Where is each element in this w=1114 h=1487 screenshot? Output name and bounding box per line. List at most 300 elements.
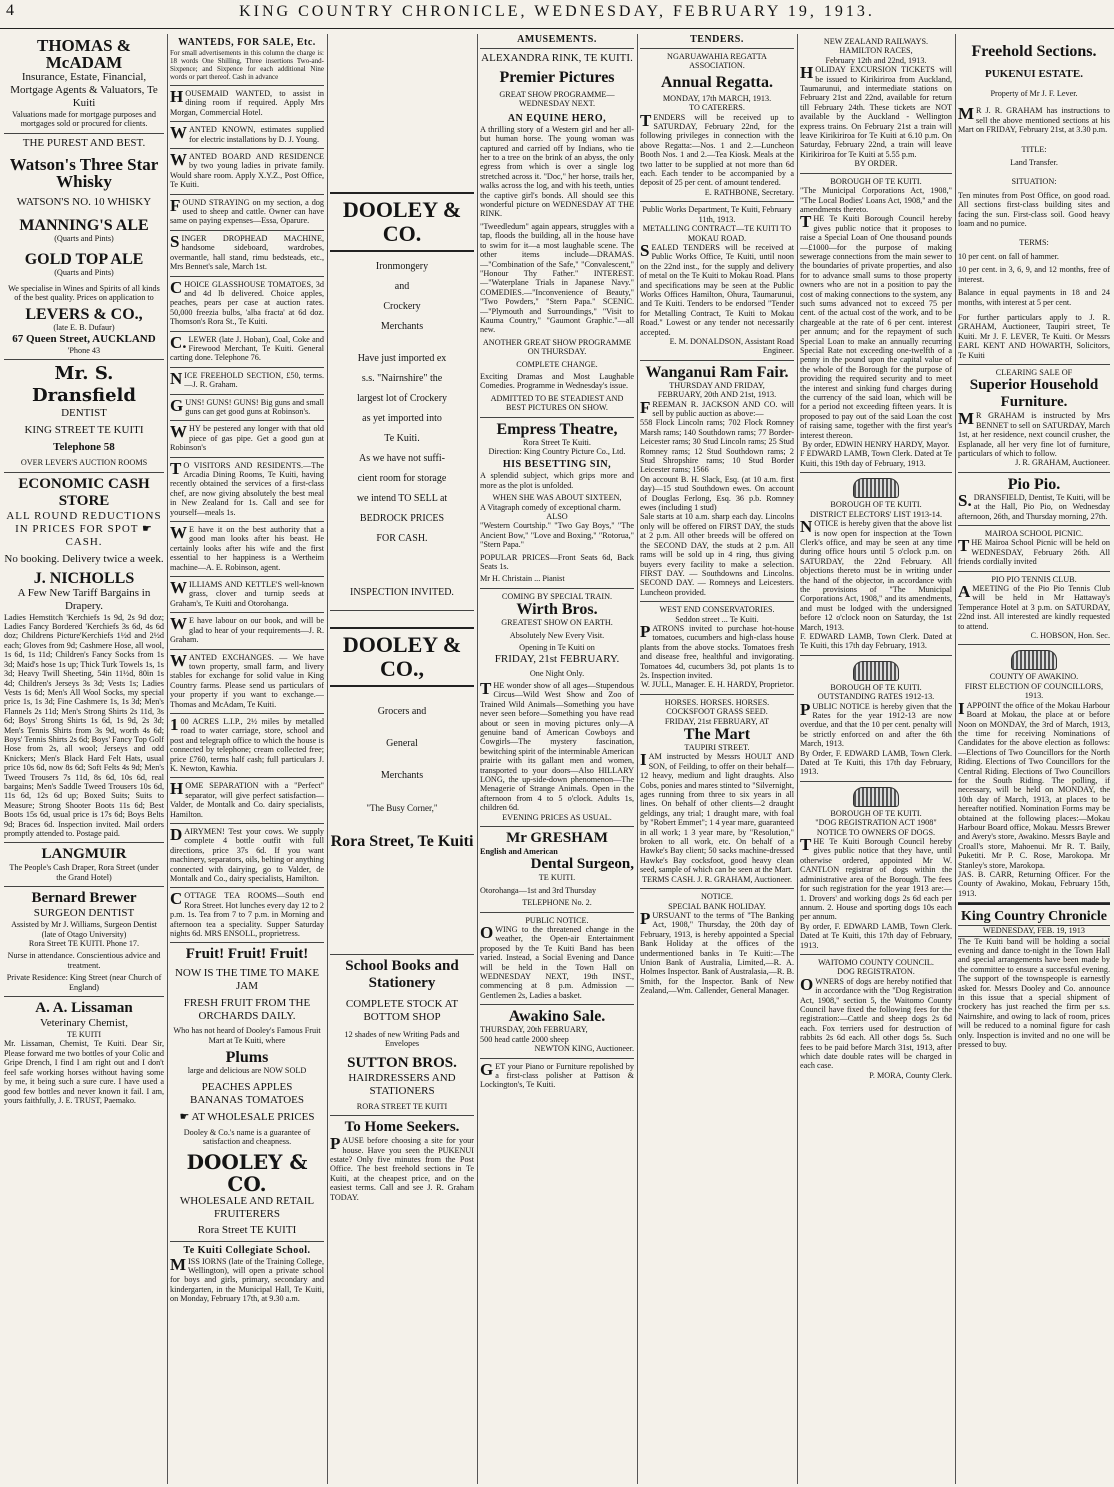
ad-text: Ten minutes from Post Office, on good road. All sections first-class building sites and facing the sun. First-class soil. Good heavy loam and no pumice. <box>958 190 1110 229</box>
ad-text: A Vitagraph comedy of exceptional charm. <box>480 502 621 512</box>
ad-title: DOOLEY & CO. <box>186 1149 308 1196</box>
ad-text: HOUSEMAID WANTED, to assist in dining room if required. Apply Mrs Morgan, Commercial Hotel. <box>170 87 324 117</box>
ad-title: School Books and Stationery <box>345 958 459 991</box>
ad-text: FEBRUARY, 20th AND 21st, 1913. <box>657 390 777 400</box>
ad-text: Assisted by Mr J. Williams, Surgeon Dentist (late of Otago University) <box>11 920 157 939</box>
lissaman-ad <box>4 997 164 1109</box>
classified-ad <box>170 86 324 122</box>
ad-text: OUTSTANDING RATES 1912-13. <box>817 692 935 702</box>
classified-ad <box>170 122 324 149</box>
ad-text: OWING to the threatened change in the weather, the Open-air Entertainment proposed by the Te Kuiti Band has been varied. Instead, a Social Evening and Dance will be held in the Town Hall on WEDNESDAY NEXT, 19th INST., commencing at 8 p.m. Admission — Gentlemen 2s, Ladies a basket. <box>480 923 634 1000</box>
dooley-ironmongery-ad <box>330 34 474 611</box>
ad-text: EVENING PRICES AS USUAL. <box>502 812 612 822</box>
ad-text: WE have labour on our book, and will be glad to hear of your requirements—J. R. Graham. <box>170 614 324 645</box>
ad-text: 100 ACRES L.I.P., 2½ miles by metalled road to water carriage, store, school and post and telegraph office to which the house is connected by telephone; cream collected free; price £760, terms half cash; full particulars J. K. Newton, Kawhia. <box>170 714 324 773</box>
ad-text: and <box>394 281 410 292</box>
masthead-rule <box>0 28 1114 29</box>
ad-title: MANNING'S ALE <box>19 216 149 234</box>
piopio-ad <box>958 473 1110 526</box>
ad-text: CHOICE GLASSHOUSE TOMATOES, 3d and 4d lb delivered. Choice apples, peaches, pears per case at auction rates. 50,000 freezia bulbs, 'alba fracta' at 6d doz. Thomson's Rora St., Te Kuiti. <box>170 277 324 327</box>
wanteds-header <box>170 34 324 86</box>
ad-text: SITUATION: <box>1011 177 1057 187</box>
editorial-section <box>958 903 1110 1049</box>
borough-crest-icon <box>853 787 899 807</box>
column-4 <box>480 34 634 1484</box>
ad-text: Opening in Te Kuiti on <box>519 643 595 653</box>
ad-title: Rora Street, Te Kuiti <box>330 833 474 850</box>
ad-title: A. A. Lissaman <box>35 1000 133 1017</box>
rates-text: For small advertisements in this column the charge is: 18 words One Shilling, Three insertions Two-and-Sixpence; and Sixpence for each additional Nine words or part thereof. Cash in advance <box>170 49 324 81</box>
column-divider <box>637 34 638 1484</box>
ad-text: ALEXANDRA RINK, TE KUITI. <box>481 52 633 64</box>
furniture-sale-ad <box>958 365 1110 473</box>
ad-text: ANOTHER GREAT SHOW PROGRAMME ON THURSDAY. <box>482 337 632 357</box>
ad-text: "Western Courtship." "Two Gay Boys," "The Ancient Bow," "Love and Boxing," "Rotorua," "Stern Papa." <box>480 521 634 550</box>
ad-text: C. HOBSON, Hon. Sec. <box>1030 631 1110 641</box>
ad-text: W. JULL, Manager. E. H. HARDY, Proprietor. <box>640 680 794 690</box>
masthead <box>0 0 1114 32</box>
ad-text: "The Municipal Corporations Act, 1908," "The Local Bodies' Loans Act, 1908," and the amendments thereto. <box>800 186 952 214</box>
loan-notice <box>800 174 952 474</box>
ad-text: By order, EDWIN HENRY HARDY, Mayor. <box>802 440 950 450</box>
ad-text: F. EDWARD LAMB, Town Clerk. Dated at Te Kuiti, this 17th day February, 1913. <box>800 631 952 651</box>
tennis-ad <box>958 572 1110 646</box>
ad-title: Bernard Brewer <box>31 890 137 907</box>
ad-title: Wanganui Ram Fair. <box>645 363 789 381</box>
ad-text: Mr H. Christain ... Pianist <box>480 574 565 584</box>
classified-ad <box>170 613 324 649</box>
ad-text: DAIRYMEN! Test your cows. We supply complete 4 bottle outfit with full directions, price 37s 6d. If you want machinery, separators, oils, belting or anything connected with dairying, go to Valder, de Montalk and Co., dairy specialists, Hamilton. <box>170 825 324 884</box>
ad-text: PUKENUI ESTATE. <box>984 68 1083 80</box>
ad-text: cient room for storage <box>357 473 447 484</box>
ad-text: "The Busy Corner," <box>366 803 438 813</box>
ad-text: MISS IORNS (late of the Training College, Wellington), will open a private school for boys and girls, primary, secondary and kindergarten, in the Municipal Hall, Te Kuiti, on Monday, February 17th, at 9.30 a.m. <box>170 1254 324 1304</box>
ad-text: we intend TO SELL at <box>356 493 448 504</box>
ad-subtitle: AN EQUINE HERO, <box>507 112 607 124</box>
ad-text: MR GRAHAM is instructed by Mrs BENNET to sell on SATURDAY, March 1st, at her residence, next council crusher, the Esplanade, all her very fine lot of furniture, particulars of which to follow. <box>958 409 1110 458</box>
section-heading: AMUSEMENTS. <box>480 34 634 49</box>
horses-ad <box>640 695 794 889</box>
classified-ad <box>170 368 324 395</box>
classified-ad <box>170 522 324 577</box>
ad-text: FIRST ELECTION OF COUNCILLORS, 1913. <box>964 681 1104 701</box>
ad-text: CLEARING SALE OF <box>995 367 1073 377</box>
ad-text: J. R. GRAHAM, Auctioneer. <box>1015 458 1110 468</box>
ad-title: Pio Pio. <box>1007 475 1061 493</box>
ad-text: TE KUITI. <box>538 873 576 883</box>
ad-text: No booking. Delivery twice a week. <box>4 552 164 565</box>
ad-text: FRIDAY, 21st FEBRUARY. <box>494 652 620 665</box>
ad-text: JAS. B. CARR, Returning Officer. For the County of Awakino, Mokau, February 15th, 1913. <box>958 870 1110 898</box>
ad-title: Te Kuiti Collegiate School. <box>183 1244 311 1256</box>
ad-text: For further particulars apply to J. R. GRAHAM, Auctioneer, Taupiri street, Te Kuiti. Mr J. F. LEVER, Te Kuiti. Or Messrs EARL KENT AND HOWARTH, Solicitors, Te Kuiti <box>958 312 1110 360</box>
ad-text: 67 Queen Street, AUCKLAND <box>12 332 156 345</box>
ad-text: P. MORA, County Clerk. <box>869 1070 952 1080</box>
ad-title: Superior Household Furniture. <box>969 377 1099 411</box>
ad-title: Watson's Three Star Whisky <box>9 154 159 191</box>
borough-crest-icon <box>853 478 899 498</box>
ad-text: Direction: King Country Picture Co., Ltd. <box>488 447 626 456</box>
editorial-date: WEDNESDAY, FEB. 19, 1913 <box>958 925 1110 936</box>
ad-text: GET your Piano or Furniture repolished by a first-class polisher at Pattison & Lockington's, Te Kuiti. <box>480 1059 634 1090</box>
ad-text: HAMILTON RACES, <box>839 46 913 56</box>
ad-text: Veterinary Chemist, <box>40 1017 128 1030</box>
langmuir-ad <box>4 843 164 887</box>
empress-theatre-ad <box>480 418 634 589</box>
ad-text: WHEN SHE WAS ABOUT SIXTEEN, <box>492 493 622 503</box>
ad-text: GREATEST SHOW ON EARTH. <box>501 618 613 628</box>
ad-text: Land Transfer. <box>1010 158 1058 168</box>
ad-text: DENTIST <box>61 407 107 420</box>
ad-text: A thrilling story of a Western girl and her all-but human horse. The young woman was captured and carried off by Indians, who tie her to a tree on the brink of an abyss, the only egress from which is over a single log stretched across it. "Doc," her horse, trails her, walks across the log, and with his teeth, unties the captive girl's bonds. All should see this wonderful picture on WEDNESDAY AT THE RINK. <box>480 124 634 219</box>
ad-text: A Few New Tariff Bargains in Drapery. <box>17 586 151 612</box>
column-3 <box>330 34 474 1484</box>
ad-text: One Night Only. <box>529 668 585 678</box>
freehold-ad <box>958 34 1110 365</box>
ad-text: The People's Cash Draper, Rora Street (under the Grand Hotel) <box>9 863 159 882</box>
ad-title: MAIROA SCHOOL PICNIC. <box>984 529 1084 538</box>
ad-title: SUTTON BROS. <box>347 1054 457 1071</box>
ad-text: Merchants <box>380 770 424 781</box>
ad-text: POPULAR PRICES—Front Seats 6d, Back Seats 1s. <box>480 552 634 572</box>
ad-text: COMING BY SPECIAL TRAIN. <box>501 591 613 601</box>
ad-title: THOMAS & McADAM <box>37 36 131 72</box>
ad-text: THE wonder show of all ages—Stupendous Circus—Wild West Show and Zoo of Trained Wild Animals—Something you have never seen before—Something you have read about or seen in moving pictures only—A genuine band of American Cowboys and Cowgirls—The mystery fascination, bewitching spirit of the interminable American prairie with its gallant men and women, transported to your doors—Also HILLARY LONG, the up-side-down phenomenon—The Menagerie of Strange Animals. Open in the afternoon from 4 to 5 o'clock. Adults 1s, children 6d. <box>480 678 634 813</box>
ad-text: 'Phone 43 <box>67 345 101 355</box>
ad-title: WEST END CONSERVATORIES. <box>659 605 775 615</box>
ad-title: BOROUGH OF TE KUITI. <box>830 500 922 510</box>
ad-text: S.DRANSFIELD, Dentist, Te Kuiti, will be at the Hall, Pio Pio, on Wednesday afternoon, 26th, and Thursday morning, 27th. <box>958 490 1110 521</box>
ad-text: METALLING CONTRACT—TE KUITI TO MOKAU ROAD. <box>642 224 792 243</box>
ad-text: PATRONS invited to purchase hot-house tomatoes, cucumbers and high-class house plants from the above stocks. Tomatoes fresh and disease free, healthful and invigorating. Tomatoes 4d, cucumbers 3d, pot plants 1s to 2s. Inspection invited. <box>640 621 794 680</box>
ad-text: Who has not heard of Dooley's Famous Fruit Mart at Te Kuiti, where <box>173 1026 321 1045</box>
waitomo-notice <box>800 955 952 1084</box>
ad-text: NOTICE is hereby given that the above list is now open for inspection at the Town Clerk's office, and may be seen at any time during office hours until 5 o'clock p.m. on SATURDAY, the 22nd February. All objections thereto must be in writing under the hand of the objector, in accordance with the provisions of "The Municipal Corporations Act, 1908," and its amendments, and must be lodged with the undersigned before 12 o'clock noon on Saturday, the 1st March, 1913. <box>800 517 952 632</box>
ad-title: ECONOMIC CASH STORE <box>18 475 150 509</box>
ad-text: Absolutely New Every Visit. <box>509 630 605 640</box>
ad-title: LEVERS & CO., <box>25 306 143 324</box>
ad-title: J. NICHOLLS <box>33 569 135 587</box>
ad-text: HAIRDRESSERS AND STATIONERS <box>348 1071 456 1097</box>
ad-text: (Quarts and Pints) <box>54 233 114 243</box>
ad-title: LANGMUIR <box>41 846 127 863</box>
dog-notice <box>800 782 952 955</box>
ad-text: HORSES. HORSES. HORSES. <box>664 697 770 707</box>
ad-text: THE Te Kuiti Borough Council hereby gives public notice that it proposes to raise a Special Loan of One thousand pounds—£1000—for the purpose of making sewerage connections from the main sewer to the boundaries of private properties, and also for to advance small sums to those property owners who are not in a position to pay the cost of making connections to the system, any such sums advanced not to exceed 75 per cent. of the actual cost of the work, and to be chargeable at the rate of 6 per cent. interest per annum; and for the repayment of such Special Loan to make an annually recurring Special Rate not exceeding one-twelfth of a penny in the pound upon the capital value of the whole of the Borough for the purpose of providing the required security and to meet the interest and sinking fund charges during the currency of the said loan, which will be for a period not exceeding fifteen years. It is proposed to pay out of the said Loan the cost of raising same, together with the first year's interest thereon. <box>800 212 952 440</box>
piano-ad <box>480 1059 634 1094</box>
ad-text: TERMS: <box>1019 238 1049 248</box>
brewer-ad <box>4 887 164 997</box>
ad-text: PEACHES APPLES <box>201 1080 293 1093</box>
ram-fair-ad <box>640 361 794 602</box>
ad-text: THE Mairoa School Picnic will be held on WEDNESDAY, February 26th. All friends cordially invited <box>958 536 1110 567</box>
ad-text: IAM instructed by Messrs HOULT AND SON, of Feilding, to offer on their behalf—12 heavy, medium and light draughts. Also Cobs, ponies and mares stinted to "Silvernight, ages running from three to six years in all lines. On behalf of other clients—2 draught geldings, any trial; 1 draught mare, with foal by "Robert Emmet"; 1 4 year mare, guaranteed in all work; 1 3 year mare, by "Resolution," broken to all work, etc. On behalf of a Hawke's Bay client; 50 sacks machine-dressed Hawke's Bay cocksfoot, good heavy clean seed, sample of which can be seen at the Mart. <box>640 750 794 875</box>
ad-text: Merchants <box>380 321 424 332</box>
classified-ad <box>170 458 324 522</box>
liquor-ad <box>4 134 164 360</box>
ad-text: E. RATHBONE, Secretary. <box>704 187 794 197</box>
ad-text: E. M. DONALDSON, Assistant Road Engineer. <box>669 336 794 356</box>
ad-text: We specialise in Wines and Spirits of all kinds of the best quality. Prices on application to <box>8 283 160 303</box>
ad-text: 558 Flock Lincoln rams; 702 Flock Romney Marsh rams; 140 Southdown rams; 77 Border-Leicester rams; 30 Stud Lincoln rams; 25 Stud Romney rams; 12 Stud Southdown rams; 2 Stud Shropshire rams; 10 Stud Border Leicester rams; 1566 <box>640 418 794 475</box>
ad-text: DOG REGISTRATON. <box>837 967 915 977</box>
ad-text: TENDERS will be received up to SATURDAY, February 22nd, for the following privileges in connection with the above Regatta:—Nos. 1 and 2.—Luncheon Booth Nos. 1 and 2.—Tea Kiosk. Meals at the two latter to be supplied at not more than 6d each. Each tender to be accompanied by a deposit of 25 per cent. of amount tendered. <box>640 110 794 188</box>
ad-text: Property of Mr J. F. Lever. <box>990 89 1078 98</box>
ad-text: WILLIAMS AND KETTLE'S well-known grass, clover and turnip seeds at Graham's, Te Kuiti and Otorohanga. <box>170 578 324 608</box>
ad-text: THE Te Kuiti Borough Council hereby gives public notice that they have, until otherwise ordered, appointed Mr W. CANTLON registrar of dogs within the administrative area of the Borough. The fees for such registration for the year 1913 are:—1. Drovers' and working dogs 2s 6d each per annum. 2. House and sporting dogs 10s each per annum. <box>800 835 952 922</box>
ad-title: PIO PIO TENNIS CLUB. <box>991 574 1077 584</box>
ad-text: COMPLETE STOCK AT BOTTOM SHOP <box>345 998 459 1023</box>
public-notice-ad <box>480 913 634 1006</box>
awakino-sale-ad <box>480 1005 634 1058</box>
ad-text: WATSON'S NO. 10 WHISKY <box>16 195 152 208</box>
ad-text: 10 per cent. on fall of hammer. <box>958 251 1059 261</box>
ad-title: NEW ZEALAND RAILWAYS. <box>823 37 929 46</box>
ad-text: Insurance, Estate, Financial, Mortgage Agents & Valuators, Te Kuiti <box>10 71 158 109</box>
ad-text: Te Kuiti. <box>384 433 420 444</box>
ad-text: On account B. H. Slack, Esq. (at 10 a.m. first day)—15 stud Southdown ewes. On account of Douglas Ferlong, Esq. 36 p.b. Romney ewes (including 1 stud) <box>640 474 794 513</box>
ad-text: COTTAGE TEA ROOMS—South end Rora Street. Hot lunches every day 12 to 2 p.m. 1s. Tea from 7 to 7 p.m. in Morning and afternoon tea a speciality. Supper Saturday nights 6d. MRS ENSOLL, proprietress. <box>170 889 324 939</box>
borough-crest-icon <box>853 661 899 681</box>
ad-text: THURSDAY, 20th FEBRUARY, <box>480 1025 588 1035</box>
ad-text: WE have it on the best authority that a good man looks after his beast. He certainly looks after his wife and the first essential to her happiness is a Wertheim machine—A. E. Robinson, agent. <box>170 523 324 572</box>
ad-text: Dooley & Co.'s name is a guarantee of satisfaction and cheapness. <box>183 1127 311 1147</box>
ad-text: TITLE: <box>1021 144 1047 154</box>
ad-title: NOTICE. <box>700 892 734 902</box>
rates-notice <box>800 656 952 782</box>
ad-title: Fruit! Fruit! Fruit! <box>185 946 309 963</box>
ad-text: Public Works Department, Te Kuiti, February 11th, 1913. <box>642 205 792 224</box>
ad-text: DISTRICT ELECTORS' LIST 1913-14. <box>809 509 943 519</box>
railways-ad <box>800 34 952 174</box>
ad-text: As we have not suffi- <box>359 453 445 464</box>
ad-text: 500 head cattle 2000 sheep <box>480 1034 569 1044</box>
ad-text: General <box>386 738 418 749</box>
ad-text: Mr. Lissaman, Chemist, Te Kuiti. Dear Sir, Please forward me two bottles of your Colic and Gripe Drench, I find I am right out and I don't feel safe working horses without having some by me, it being such a sure cure. I have used a good few bottles and never known it fail. I am, yours faithfully, J. E. TRUST, Paemako. <box>4 1039 164 1105</box>
ad-text: OVER LEVER'S AUCTION ROOMS <box>20 458 148 468</box>
home-seekers-ad <box>330 1116 474 1206</box>
ad-text: TO VISITORS AND RESIDENTS.—The Arcadia Dining Rooms, Te Kuiti, having recently obtained the services of a first-class chef, are now giving absolutely the best meal in New Zealand for 1s. Call and see for yourself—meals 1s. <box>170 458 324 517</box>
ad-text: AMEETING of the Pio Pio Tennis Club will be held in Mr Hattaway's Temperance Hotel at 3 p.m. on SATURDAY, 22nd inst. All interested are kindly requested to attend. <box>958 582 1110 631</box>
column-7 <box>958 34 1110 1484</box>
mairoa-ad <box>958 526 1110 572</box>
ad-text: February 12th and 22nd, 1913. <box>825 55 927 65</box>
ad-text: Ladies Hemstitch 'Kerchiefs 1s 9d, 2s 9d doz; Ladies Fancy Bordered 'Kerchiefs 3s 6d, 4s 6d doz; Childrens Picture'Kerchiefs 1½d and 2½d each; Gloves from 9d; Cashmere Hose, all wool, 1s 6d, 1s 11d; Children's Fancy Socks from 1s 3d; Maid's hose 1s up; Thick Turk Towels 1s, 1s 3d; Heavy Twill Sheeting, 54in 11½d, 80in 1s 4d; Children's Jerseys 3s 3d; Vests 1s; Ladies Vests 1s 6d; Men's All Wool Socks, my special price 1s, 1s 3d; Fine Cashmere 1s, 1s 3d; Men's Flannels 2s 11d; Men's Strong Shirts 2s 11d, 3s 6d; Boys' Strong Shirts 1s 6d, 1s 9d, 2s 3d; Men's Tennis Shirts from 3s 9d, worth 4s 6d; Boys' Tennis Shirts 2s 6d; Boys' Fancy Top Golf Hose from 2s, all wool; Jerseys and odd Knickers; Men's Black Hard Felt Hats, usual price 10s 6d, now 8s 6d; Soft Felts 4s 9d; Men's Tweed Trousers 7s 11d, 8s 6d, 10s 6d, real bargains; Men's Saddle Tweed Trousers 10s 6d, 11s 6d, 12s 6d up; Boxed Suits; Suits to Measure; Strong Shooter Boots 11s 6d; Best Boots 15s 6d, usual price is 17s 6d; Boys Belts 9d; Braces 6d. Inspection invited. Mail orders promptly attended to. Postage paid. <box>4 612 164 838</box>
ad-text: Seddon street ... Te Kuiti. <box>675 614 759 624</box>
ad-text: WHOLESALE AND RETAIL FRUITERERS <box>179 1194 315 1220</box>
ad-text: Sale starts at 10 a.m. sharp each day. Lincolns only will be offered on FIRST DAY, the studs at 2 p.m. All other breeds will be offered on the SECOND DAY, the studs at 2 p.m. All rams will be sold up in 4 ring, thus giving buyers every facility to make a selection. FIRST DAY. — Southdowns and Lincolns. SECOND DAY. — Romneys and Leicesters. Luncheon provided. <box>640 512 794 597</box>
ad-title: DOOLEY & CO., <box>330 627 474 687</box>
ad-text: FOUND STRAYING on my section, a dog used to sheep and cattle. Owner can have same on paying expenses—Essa, Oparure. <box>170 195 324 226</box>
ad-text: Valuations made for mortgage purposes and mortgages sold or procured for clients. <box>12 110 156 129</box>
editorial-text: The Te Kuiti band will be holding a social evening and dance to-night in the Town Hall and special arrangements have been made by the committee to ensure a successful evening. The support of the townspeople is earnestly asked for. Messrs Dooley and Co. announce in this issue that a special shipment of crockery has just reached the firm per s.s. Nairnshire, and owing to lack of room, prices will be reduced to a nominal figure for cash only. Inspection is invited and no one will be pressed to buy. <box>958 936 1110 1050</box>
ad-text: NOTICE TO OWNERS OF DOGS. <box>816 827 936 837</box>
ad-text: BANANAS TOMATOES <box>190 1093 304 1106</box>
ad-text: FRESH FRUIT FROM THE ORCHARDS DAILY. <box>183 997 311 1023</box>
classified-ad <box>170 231 324 277</box>
page-number: 4 <box>6 2 14 19</box>
column-divider <box>167 34 168 1484</box>
ad-text: GREAT SHOW PROGRAMME—WEDNESDAY NEXT. <box>499 90 615 109</box>
ad-title: COUNTY OF AWAKINO. <box>989 672 1079 682</box>
metalling-ad <box>640 202 794 361</box>
ad-text: SINGER DROPHEAD MACHINE, handsome sideboard, wardrobes, overmantle, hall stand, rimu bedsteads, etc., Mrs Bennet's sale, March 1st. <box>170 231 324 272</box>
editorial-title: King Country Chronicle <box>961 909 1107 925</box>
ad-text: WANTED BOARD AND RESIDENCE by two young ladies in private family. Would share room. Apply X.Y.Z., Post Office, Te Kuiti. <box>170 150 324 190</box>
ad-text: INSPECTION INVITED. <box>350 587 454 598</box>
ad-title: Dental Surgeon, <box>530 856 634 873</box>
ad-text: WANTED KNOWN, estimates supplied for electric installations by D. J. Young. <box>170 123 324 144</box>
ad-text: PURSUANT to the terms of "The Banking Act, 1908," Thursday, the 20th day of February, 1913, is hereby appointed a Special Bank Holiday at the offices of the undermentioned banks in Te Kuiti:—The Union Bank of Australia, Limited,—R. A. Holmes Inspector. Bank of Australasia,—R. B. Smith, for the Inspector. Bank of New Zealand,—Wm. Callender, General Manager. <box>640 908 794 996</box>
ad-text: HOME SEPARATION with a "Perfect" separator, will give perfect satisfaction—Valder, de Montalk and Co. dairy specialists, Hamilton. <box>170 779 324 819</box>
ad-text: 12 shades of new Writing Pads and Envelopes <box>344 1030 460 1049</box>
ad-text: Telephone 58 <box>53 441 115 454</box>
ad-text: Balance in equal payments in 18 and 24 months, with interest at 5 per cent. <box>958 288 1110 307</box>
column-6 <box>800 34 952 1484</box>
ad-text: PAUSE before choosing a site for your house. Have you seen the PUKENUI estate? Only five minutes from the Post Office. The best freehold sections in Te Kuiti, at the cheapest price, and on the easiest terms. Call and see J. R. Graham TODAY. <box>330 1134 474 1202</box>
ad-text: COMPLETE CHANGE. <box>516 359 598 369</box>
wirth-bros-ad <box>480 589 634 827</box>
column-2 <box>170 34 324 1484</box>
ad-title: Awakino Sale. <box>508 1008 606 1026</box>
ad-text: TO CATERERS. <box>689 103 745 113</box>
ad-text: KING STREET TE KUITI <box>24 424 144 437</box>
column-divider <box>477 34 478 1484</box>
classified-ad <box>170 888 324 943</box>
column-divider <box>327 34 328 1484</box>
thomas-mcadam-ad <box>4 34 164 134</box>
conservatories-ad <box>640 602 794 695</box>
ad-text: BY ORDER. <box>854 159 898 169</box>
ad-text: MONDAY, 17th MARCH, 1913. <box>662 93 772 103</box>
ad-text: Nurse in attendance. Conscientious advice and treatment. <box>7 951 161 970</box>
ad-title: PUBLIC NOTICE. <box>525 915 589 925</box>
ad-text: NICE FREEHOLD SECTION, £50, terms.—J. R. Graham. <box>170 368 324 390</box>
ad-text: WANTED EXCHANGES. — We have town property, small farm, and livery stables for exchange for solid value in King Country farms. Please send us particulars of your property if you want to exchange.—Thomas and McAdam, Te Kuiti. <box>170 650 324 709</box>
ad-text: (late E. B. Dufaur) <box>53 323 115 333</box>
classified-ad <box>170 650 324 714</box>
gresham-ad <box>480 827 634 913</box>
ad-title: BOROUGH OF TE KUITI. <box>830 682 922 692</box>
ad-text: largest lot of Crockery <box>356 393 448 404</box>
ad-text: Ironmongery <box>375 261 429 272</box>
awakino-election-ad <box>958 645 1110 903</box>
ad-text: By Order, F. EDWARD LAMB, Town Clerk. Dated at Te Kuiti, this 17th day February, 1913. <box>800 748 952 777</box>
newspaper-title: KING COUNTRY CHRONICLE, WEDNESDAY, FEBRUARY 19, 1913. <box>239 3 875 20</box>
ad-text: Have just imported ex <box>357 353 447 364</box>
classified-ad <box>170 149 324 195</box>
ad-title: The Mart <box>683 726 751 743</box>
ad-text: Crockery <box>383 301 421 312</box>
ad-subtitle: HIS BESETTING SIN, <box>502 459 612 471</box>
ad-text: Grocers and <box>377 706 427 717</box>
ad-title: To Home Seekers. <box>344 1119 460 1136</box>
column-divider <box>797 34 798 1484</box>
ad-text: NEWTON KING, Auctioneer. <box>534 1044 634 1054</box>
ad-text: SPECIAL BANK HOLIDAY. <box>668 901 766 911</box>
classified-ad <box>170 577 324 613</box>
classified-ad <box>170 421 324 457</box>
ad-text: HOLIDAY EXCURSION TICKETS will be issued to Kirikiriroa from Auckland, Taumarunui, and intermediate stations on February 21st and 22nd, available for return till February 24th. These tickets are NOT available by the Auckland - Wellington express trains. On February 21st a train will leave Kirikiriroa for Te Kuiti at 6.10 p.m. On Saturday, February 22nd, a train will leave Kirikiriroa for Te Kuiti at 5.55 p.m. <box>800 63 952 159</box>
electors-notice <box>800 473 952 656</box>
column-divider <box>955 34 956 1484</box>
ad-text: ☛ AT WHOLESALE PRICES <box>179 1110 315 1123</box>
ad-text: ADMITTED TO BE STEADIEST AND BEST PICTURES ON SHOW. <box>490 393 624 413</box>
ad-text: BEDROCK PRICES <box>359 513 445 524</box>
ad-text: FOR CASH. <box>376 533 428 544</box>
ad-text: TE KUITI <box>66 1030 102 1040</box>
ad-text: COCKSFOOT GRASS SEED. <box>666 707 768 717</box>
ad-text: NOW IS THE TIME TO MAKE JAM <box>174 967 320 993</box>
ad-text: Rora Street Te Kuiti. <box>523 437 591 447</box>
ad-text: TAUPIRI STREET. <box>684 743 750 752</box>
ad-title: Mr GRESHAM <box>506 830 608 846</box>
ad-text: Rora Street TE KUITI. Phone 17. <box>28 939 140 949</box>
ad-text: "Tweedledum" again appears, struggles with a tap, floods the building, all in the house have to swim for it—a most laughable scene. The other items include—DRAMAS.—"Combination of the Safe," "Convalescent," "Honour Thy Father." INTEREST.—"Waterplane Trials in Japanese Navy." COMEDIES.—"Inconvenience of Beauty," "Two Powders," "Stern Papa." SCENIC.—"Plymouth and Surroundings," "Visit to Kauma Country," "Gaumont Graphic."—all new. <box>480 221 634 335</box>
ad-text: SURGEON DENTIST <box>33 907 135 920</box>
bank-holiday-ad <box>640 889 794 999</box>
section-heading: TENDERS. <box>640 34 794 49</box>
ad-title: Mr. S. Dransfield <box>32 363 136 407</box>
classified-ad <box>170 277 324 332</box>
classified-ad <box>170 195 324 231</box>
ad-text: By order, F. EDWARD LAMB, Town Clerk. Dated at Te Kuiti, this 17th day of February, 1913. <box>800 921 952 950</box>
ad-title: Plums <box>225 1049 269 1067</box>
ad-text: 10 per cent. in 3, 6, 9, and 12 months, free of interest. <box>958 265 1110 284</box>
ad-title: Premier Pictures <box>499 69 615 86</box>
ad-text: as yet imported into <box>362 413 442 424</box>
ad-text: TERMS CASH. J. R. GRAHAM, Auctioneer. <box>641 874 793 884</box>
column-1 <box>4 34 164 1484</box>
ad-text: FRIDAY, 21st FEBRUARY, AT <box>664 716 770 726</box>
regatta-ad <box>640 49 794 202</box>
ad-text: ALL ROUND REDUCTIONS IN PRICES FOR SPOT ☛ CASH. <box>6 509 162 548</box>
ad-text: A splendid subject, which grips more and more as the plot is unfolded. <box>480 471 634 490</box>
classified-ad <box>170 395 324 422</box>
ad-text: Otorohanga—1st and 3rd Thursday <box>480 885 597 895</box>
premier-pictures-ad <box>480 49 634 418</box>
dooley-grocers-ad <box>330 611 474 955</box>
ad-title: DOOLEY & CO. <box>330 192 474 252</box>
classified-ad <box>170 332 324 368</box>
fruit-ad <box>170 943 324 1241</box>
ad-text: F EDWARD LAMB, Town Clerk. Dated at Te Kuiti, this 19th day of February, 1913. <box>800 449 952 468</box>
ad-text: OWNERS of dogs are hereby notified that in accordance with the "Dog Registration Act, 1908," section 5, the Waitomo County Council have fixed the following fees for the registration:—Cattle and sheep dogs 2s 6d each. Fox terriers used for destruction of rabbits 2s 6d each. All other dogs 5s. Such fees to be paid before March 31st, 1913, after which date double rates will be charged in each case. <box>800 974 952 1071</box>
classified-ad <box>170 824 324 888</box>
dransfield-ad <box>4 360 164 472</box>
ad-text: English and American <box>480 847 558 856</box>
ad-text: RORA STREET TE KUITI <box>356 1101 448 1111</box>
ad-title: Annual Regatta. <box>660 73 773 91</box>
county-crest-icon <box>1011 650 1057 670</box>
ad-text: THURSDAY AND FRIDAY, <box>669 380 765 390</box>
ad-text: "DOG REGISTRATION ACT 1908" <box>815 818 937 828</box>
classified-ad <box>170 714 324 778</box>
ad-title: BOROUGH OF TE KUITI. <box>830 808 922 818</box>
ad-text: PUBLIC NOTICE is hereby given that the Rates for the year 1912-13 are now overdue, and that the 10 per cent. penalty will be strictly enforced on and after the 6th March, 1913. <box>800 699 952 749</box>
ad-text: (Quarts and Pints) <box>54 268 114 278</box>
classified-ad <box>170 778 324 824</box>
section-heading: WANTEDS, FOR SALE, Etc. <box>178 37 316 48</box>
ad-title: Empress Theatre, <box>496 420 618 438</box>
ad-text: NGARUAWAHIA REGATTA ASSOCIATION. <box>667 52 767 71</box>
ad-text: C.LEWER (late J. Hoban), Coal, Coke and Firewood Merchant, Te Kuiti. General carting done. Telephone 76. <box>170 332 324 363</box>
ad-text: ALSO <box>546 512 568 522</box>
ad-text: THE PUREST AND BEST. <box>22 136 146 149</box>
ad-title: BOROUGH OF TE KUITI. <box>830 176 922 186</box>
collegiate-ad <box>170 1242 324 1308</box>
ad-title: GOLD TOP ALE <box>24 251 144 269</box>
